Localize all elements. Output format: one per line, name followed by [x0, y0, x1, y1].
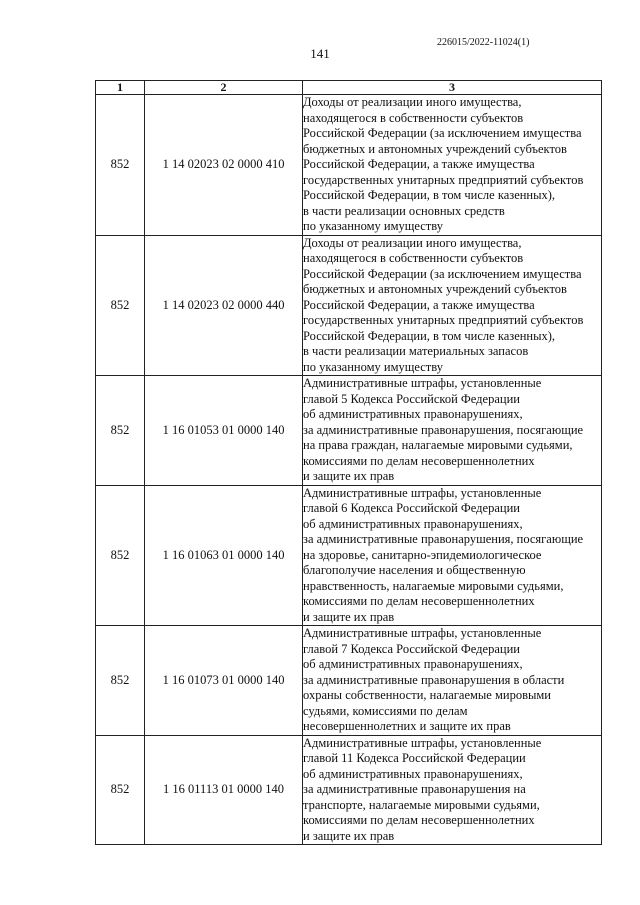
- description-line: государственных унитарных предприятий субъектов: [303, 313, 584, 327]
- budget-classification-code-cell: 1 14 02023 02 0000 440: [145, 235, 303, 376]
- document-registration-number: 226015/2022-11024(1): [437, 37, 530, 48]
- description-line: главой 7 Кодекса Российской Федерации: [303, 641, 520, 656]
- description-line: Доходы от реализации иного имущества,: [303, 95, 522, 109]
- administrator-code-cell: 852: [96, 735, 145, 845]
- description-line: Административные штрафы, установленные: [303, 376, 542, 390]
- description-line: по указанному имуществу: [303, 219, 443, 233]
- revenue-description-cell: [303, 735, 602, 845]
- description-line: комиссиями по делам несовершеннолетних: [303, 594, 535, 608]
- description-line: бюджетных и автономных учреждений субъектов: [303, 141, 567, 156]
- description-line: об административных правонарушениях,: [303, 766, 523, 781]
- description-line: государственных унитарных предприятий субъектов: [303, 172, 584, 187]
- description-line: по указанному имуществу: [303, 359, 443, 374]
- description-line: охраны собственности, налагаемые мировыми: [303, 688, 551, 702]
- description-line: об административных правонарушениях,: [303, 516, 523, 531]
- description-line: Российской Федерации, а также имущества: [303, 157, 535, 171]
- description-line: Российской Федерации, в том числе казенных),: [303, 188, 556, 202]
- description-line: на здоровье, санитарно-эпидемиологическое: [303, 547, 542, 562]
- description-line: за административные правонарушения в области: [303, 672, 565, 687]
- budget-classification-code-cell: 1 16 01113 01 0000 140: [145, 735, 303, 845]
- revenue-description-cell: [303, 235, 602, 376]
- budget-classification-code-cell: 1 16 01053 01 0000 140: [145, 376, 303, 486]
- description-line: за административные правонарушения, посягающие: [303, 422, 584, 437]
- column-header-2: 2: [145, 81, 303, 95]
- revenue-description-cell: [303, 626, 602, 736]
- budget-classification-code-cell: 1 16 01073 01 0000 140: [145, 626, 303, 736]
- column-header-3: 3: [303, 81, 602, 95]
- description-line: благополучие населения и общественную: [303, 563, 526, 577]
- table-header-row: [96, 81, 602, 95]
- administrator-code-cell: 852: [96, 95, 145, 236]
- description-line: за административные правонарушения на: [303, 782, 526, 796]
- table-row: [96, 235, 602, 376]
- description-line: Российской Федерации, а также имущества: [303, 297, 535, 312]
- description-line: находящегося в собственности субъектов: [303, 110, 524, 125]
- administrator-code-cell: 852: [96, 235, 145, 376]
- description-line: Российской Федерации, в том числе казенных),: [303, 328, 556, 343]
- column-header-1: 1: [96, 81, 145, 95]
- budget-classification-code-cell: 1 16 01063 01 0000 140: [145, 485, 303, 626]
- description-line: в части реализации материальных запасов: [303, 344, 529, 358]
- description-line: Российской Федерации (за исключением имущества: [303, 266, 582, 281]
- description-line: об административных правонарушениях,: [303, 657, 523, 671]
- revenue-description-cell: [303, 376, 602, 486]
- description-line: комиссиями по делам несовершеннолетних: [303, 453, 535, 468]
- administrator-code-cell: 852: [96, 485, 145, 626]
- table-row: [96, 626, 602, 736]
- administrator-code-cell: 852: [96, 626, 145, 736]
- description-line: комиссиями по делам несовершеннолетних: [303, 813, 535, 827]
- budget-classification-code-cell: 1 14 02023 02 0000 410: [145, 95, 303, 236]
- description-line: Административные штрафы, установленные: [303, 485, 542, 500]
- description-line: и защите их прав: [303, 828, 395, 843]
- revenue-codes-table: [95, 80, 602, 845]
- description-line: главой 11 Кодекса Российской Федерации: [303, 751, 526, 765]
- table-row: [96, 376, 602, 486]
- description-line: главой 5 Кодекса Российской Федерации: [303, 391, 520, 406]
- revenue-description-cell: [303, 485, 602, 626]
- description-line: Административные штрафы, установленные: [303, 626, 542, 640]
- description-line: об административных правонарушениях,: [303, 407, 523, 421]
- table-row: [96, 485, 602, 626]
- description-line: Доходы от реализации иного имущества,: [303, 235, 522, 250]
- table-row: [96, 735, 602, 845]
- revenue-description-cell: [303, 95, 602, 236]
- description-line: и защите их прав: [303, 609, 395, 624]
- administrator-code-cell: 852: [96, 376, 145, 486]
- description-line: находящегося в собственности субъектов: [303, 251, 524, 265]
- description-line: судьями, комиссиями по делам: [303, 703, 468, 718]
- description-line: за административные правонарушения, посягающие: [303, 532, 584, 546]
- table-row: [96, 95, 602, 236]
- description-line: на права граждан, налагаемые мировыми судьями,: [303, 438, 573, 452]
- page-number: 141: [310, 46, 330, 61]
- description-line: главой 6 Кодекса Российской Федерации: [303, 501, 520, 515]
- description-line: транспорте, налагаемые мировыми судьями,: [303, 797, 540, 812]
- description-line: Российской Федерации (за исключением имущества: [303, 126, 582, 140]
- description-line: бюджетных и автономных учреждений субъектов: [303, 282, 567, 296]
- description-line: Административные штрафы, установленные: [303, 735, 542, 750]
- description-line: в части реализации основных средств: [303, 203, 505, 218]
- description-line: несовершеннолетних и защите их прав: [303, 719, 511, 733]
- description-line: нравственность, налагаемые мировыми судьями,: [303, 578, 564, 593]
- description-line: и защите их прав: [303, 469, 395, 483]
